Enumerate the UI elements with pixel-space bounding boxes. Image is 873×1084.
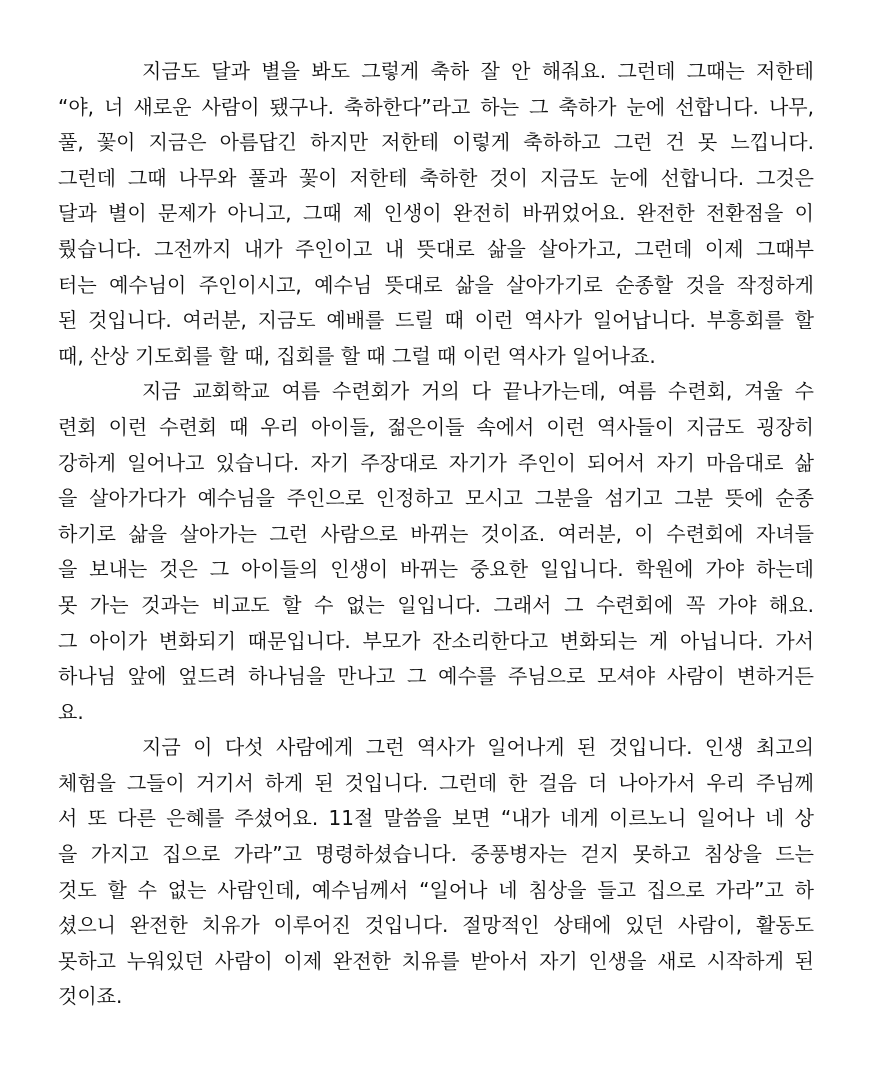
paragraph-1-line-6: 뤘습니다. 그전까지 내가 주인이고 내 뜻대로 삶을 살아가고, 그런데 이제 그때부 (58, 236, 814, 261)
paragraph-3-line-6: 셨으니 완전한 치유가 이루어진 것입니다. 절망적인 상태에 있던 사람이, 활동도 (58, 913, 814, 938)
paragraph-1-line-9: 때, 산상 기도회를 할 때, 집회를 할 때 그럴 때 이런 역사가 일어나죠. (58, 343, 656, 368)
paragraph-1-line-5: 달과 별이 문제가 아니고, 그때 제 인생이 완전히 바뀌었어요. 완전한 전환점을 이 (58, 201, 814, 226)
document-body (58, 54, 814, 1015)
paragraph-1-line-2: “야, 너 새로운 사람이 됐구나. 축하한다”라고 하는 그 축하가 눈에 선합니다. 나무, (58, 94, 814, 119)
paragraph-2-line-8: 그 아이가 변화되기 때문입니다. 부모가 잔소리한다고 변화되는 게 아닙니다. 가서 (58, 628, 814, 653)
paragraph-1-line-3: 풀, 꽃이 지금은 아름답긴 하지만 저한테 이렇게 축하하고 그런 건 못 느낍니다. (58, 130, 814, 155)
paragraph-1-line-7: 터는 예수님이 주인이시고, 예수님 뜻대로 삶을 살아가기로 순종할 것을 작정하게 (58, 272, 814, 297)
paragraph-2-line-6: 을 보내는 것은 그 아이들의 인생이 바뀌는 중요한 일입니다. 학원에 가야 하는데 (58, 557, 814, 582)
paragraph-2-line-3: 강하게 일어나고 있습니다. 자기 주장대로 자기가 주인이 되어서 자기 마음대로 삶 (58, 450, 814, 475)
paragraph-2-line-7: 못 가는 것과는 비교도 할 수 없는 일입니다. 그래서 그 수련회에 꼭 가야 해요. (58, 592, 814, 617)
paragraph-3-line-2: 체험을 그들이 거기서 하게 된 것입니다. 그런데 한 걸음 더 나아가서 우리 주님께 (58, 770, 814, 795)
paragraph-2-line-1: 지금 교회학교 여름 수련회가 거의 다 끝나가는데, 여름 수련회, 겨울 수 (142, 379, 814, 404)
paragraph-1-line-8: 된 것입니다. 여러분, 지금도 예배를 드릴 때 이런 역사가 일어납니다. 부흥회를 할 (58, 308, 814, 333)
paragraph-3-line-3: 서 또 다른 은혜를 주셨어요. 11절 말씀을 보면 “내가 네게 이르노니 일어나 네 상 (58, 806, 814, 831)
paragraph-1-line-4: 그런데 그때 나무와 풀과 꽃이 저한테 축하한 것이 지금도 눈에 선합니다. 그것은 (58, 165, 814, 190)
paragraph-2-line-5: 하기로 삶을 살아가는 그런 사람으로 바뀌는 것이죠. 여러분, 이 수련회에 자녀들 (58, 521, 814, 546)
paragraph-2-line-2: 련회 이런 수련회 때 우리 아이들, 젊은이들 속에서 이런 역사들이 지금도 굉장히 (58, 414, 814, 439)
paragraph-1-line-1: 지금도 달과 별을 봐도 그렇게 축하 잘 안 해줘요. 그런데 그때는 저한테 (142, 59, 814, 83)
paragraph-3-line-7: 못하고 누워있던 사람이 이제 완전한 치유를 받아서 자기 인생을 새로 시작하게 된 (58, 948, 814, 973)
paragraph-2-line-9: 하나님 앞에 엎드려 하나님을 만나고 그 예수를 주님으로 모셔야 사람이 변하거든 (58, 664, 814, 689)
paragraph-3-line-4: 을 가지고 집으로 가라”고 명령하셨습니다. 중풍병자는 걷지 못하고 침상을 드는 (58, 842, 814, 867)
paragraph-2-line-4: 을 살아가다가 예수님을 주인으로 인정하고 모시고 그분을 섬기고 그분 뜻에 순종 (58, 486, 814, 511)
paragraph-3-line-5: 것도 할 수 없는 사람인데, 예수님께서 “일어나 네 침상을 들고 집으로 가라”고 하 (58, 877, 814, 902)
paragraph-3-line-1: 지금 이 다섯 사람에게 그런 역사가 일어나게 된 것입니다. 인생 최고의 (142, 735, 814, 760)
paragraph-2-line-10: 요. (58, 699, 84, 724)
paragraph-3-line-8: 것이죠. (58, 984, 123, 1009)
